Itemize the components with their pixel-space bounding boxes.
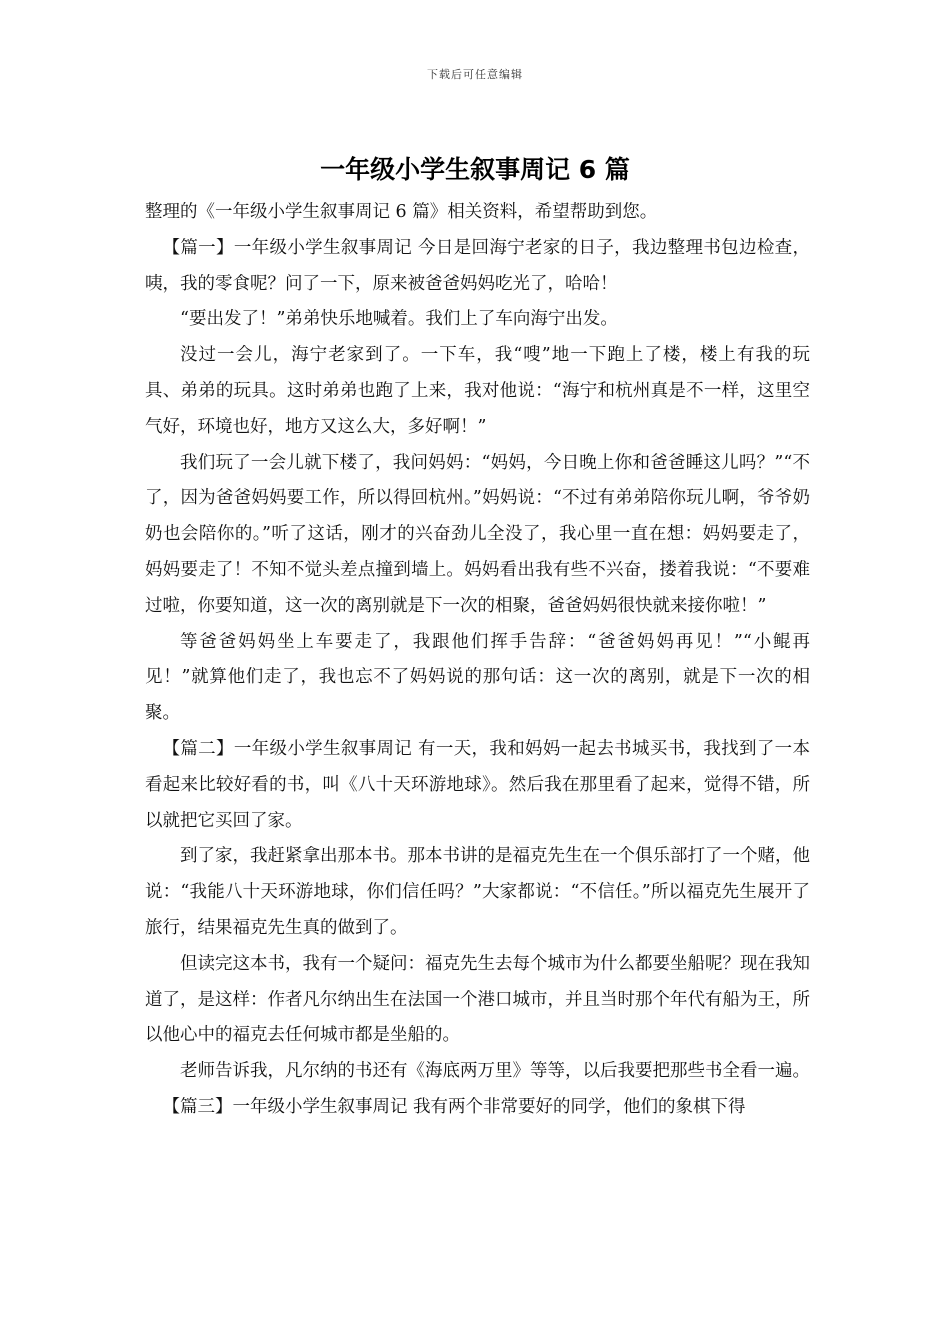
document-title: 一年级小学生叙事周记 6 篇: [320, 155, 630, 184]
body-paragraph: 没过一会儿，海宁老家到了。一下车，我“嗖”地一下跑上了楼，楼上有我的玩具、弟弟的玩具。这时弟弟也跑了上来，我对他说：“海宁和杭州真是不一样，这里空气好，环境也好，地方又这么大，多好啊！”: [145, 345, 810, 437]
body-paragraph: 老师告诉我，凡尔纳的书还有《海底两万里》等等，以后我要把那些书全看一遍。: [180, 1061, 810, 1082]
section-3-heading-paragraph: 【篇三】一年级小学生叙事周记 我有两个非常要好的同学，他们的象棋下得: [162, 1096, 746, 1117]
document-body: [145, 195, 810, 1126]
body-paragraph: 等爸爸妈妈坐上车要走了，我跟他们挥手告辞：“爸爸妈妈再见！”“小鲲再见！”就算他们走了，我也忘不了妈妈说的那句话：这一次的离别，就是下一次的相聚。: [145, 631, 810, 724]
body-paragraph: 但读完这本书，我有一个疑问：福克先生去每个城市为什么都要坐船呢？现在我知道了，是这样：作者凡尔纳出生在法国一个港口城市，并且当时那个年代有船为王，所以他心中的福克去任何城市都是坐船的。: [145, 953, 810, 1046]
body-paragraph: 我们玩了一会儿就下楼了，我问妈妈：“妈妈，今日晚上你和爸爸睡这儿吗？”“不了，因为爸爸妈妈要工作，所以得回杭州。”妈妈说：“不过有弟弟陪你玩儿啊，爷爷奶奶也会陪你的。”听了这话，刚才的兴奋劲儿全没了，我心里一直在想：妈妈要走了，妈妈要走了！不知不觉头差点撞到墙上。妈妈看出我有些不兴奋，搂着我说：“不要难过啦，你要知道，这一次的离别就是下一次的相聚，爸爸妈妈很快就来接你啦！”: [145, 452, 810, 616]
section-1-heading-paragraph: 【篇一】一年级小学生叙事周记 今日是回海宁老家的日子，我边整理书包边检查，咦，我的零食呢？问了一下，原来被爸爸妈妈吃光了，哈哈！: [145, 237, 810, 294]
section-2-heading-paragraph: 【篇二】一年级小学生叙事周记 有一天，我和妈妈一起去书城买书，我找到了一本看起来比较好看的书，叫《八十天环游地球》。然后我在那里看了起来，觉得不错，所以就把它买回了家。: [145, 738, 810, 831]
body-paragraph: “要出发了！”弟弟快乐地喊着。我们上了车向海宁出发。: [180, 309, 618, 330]
intro-paragraph: 整理的《一年级小学生叙事周记 6 篇》相关资料，希望帮助到您。: [145, 202, 658, 222]
body-paragraph: 到了家，我赶紧拿出那本书。那本书讲的是福克先生在一个俱乐部打了一个赌，他说：“我能八十天环游地球，你们信任吗？”大家都说：“不信任。”所以福克先生展开了旅行，结果福克先生真的做到了。: [145, 846, 810, 938]
header-note: 下载后可任意编辑: [427, 68, 523, 81]
